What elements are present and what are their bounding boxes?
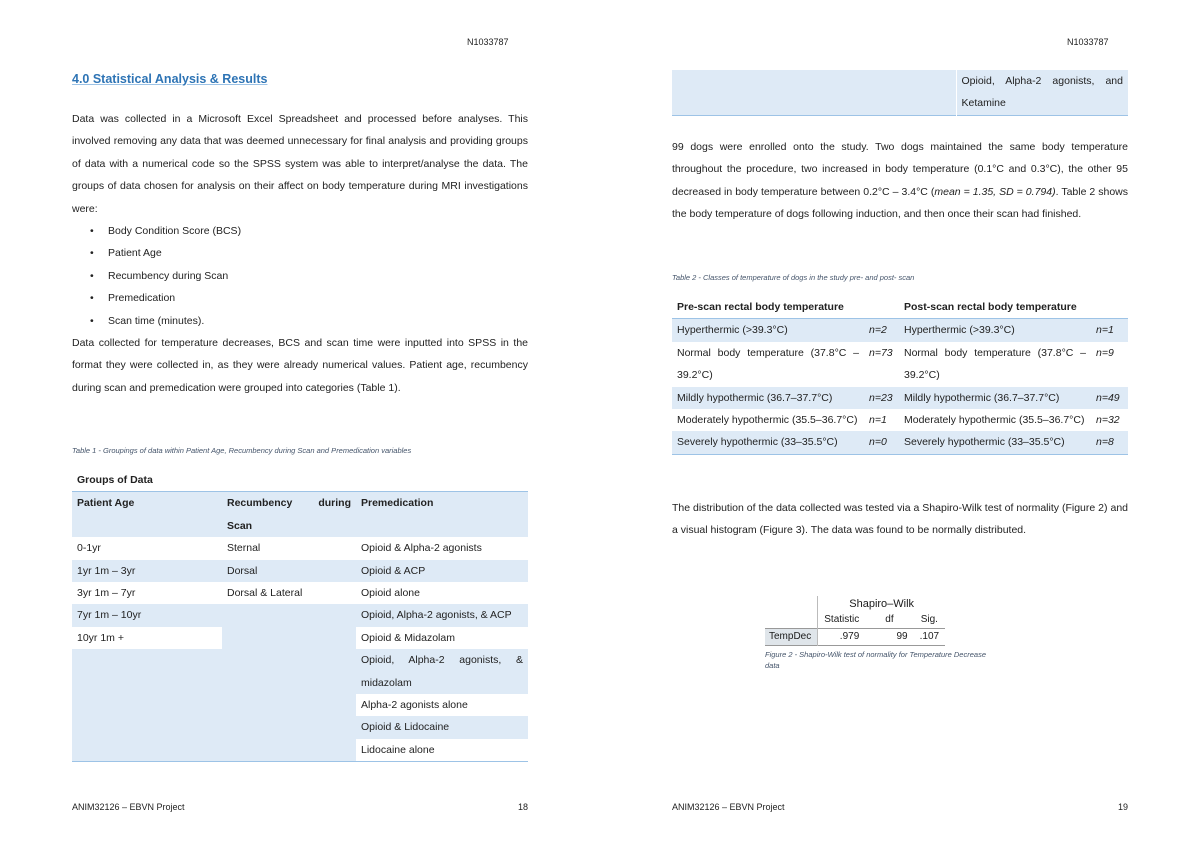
results-stats: mean = 1.35, SD = 0.794): [934, 185, 1056, 198]
table-cell: Opioid & ACP: [361, 564, 426, 577]
table-cell: Normal body temperature (37.8°C – 39.2°C): [904, 346, 1086, 382]
table-title: Groups of Data: [77, 474, 153, 486]
intro-paragraph: Data was collected in a Microsoft Excel Spreadsheet and processed before analyses. This involved removing any data that was deemed unnecessary for final analysis and providing groups of data with a numerical code so the SPSS system was able to interpret/analyse the data. The groups of data chosen for analysis on their affect on body temperature during MRI investigations were:: [72, 113, 528, 215]
table-cell: Opioid, Alpha-2 agonists, & ACP: [356, 604, 528, 626]
table-cell-count: n=8: [1096, 436, 1114, 449]
table-cell: Sternal: [227, 542, 261, 555]
list-item: • Recumbency during Scan: [90, 265, 528, 287]
table-cell: 1yr 1m – 3yr: [77, 564, 136, 577]
page-footer: [672, 802, 1128, 812]
table-cell: Opioid alone: [361, 587, 420, 600]
table-cell-count: n=2: [869, 324, 887, 337]
list-item: • Premedication: [90, 287, 528, 309]
spss-blank: [765, 596, 818, 612]
col-header-pre: Pre-scan rectal body temperature: [677, 301, 844, 313]
page-footer: [72, 802, 528, 812]
table-cell: Opioid, Alpha-2 agonists, & midazolam: [356, 649, 528, 694]
variable-list: [72, 220, 528, 332]
table-cell-count: n=49: [1096, 391, 1120, 404]
table-cell: Alpha-2 agonists alone: [361, 699, 468, 712]
table-cell-empty: [672, 70, 956, 115]
table-cell: Mildly hypothermic (36.7–37.7°C): [677, 391, 833, 404]
header-student-id: N1033787: [1067, 37, 1109, 47]
table-cell: Dorsal: [227, 564, 258, 577]
spss-group-header: Shapiro–Wilk: [849, 598, 915, 610]
body-text: [672, 497, 1128, 542]
col-header-recumbency: Recumbency during Scan: [227, 497, 351, 532]
table-cell-empty: [72, 649, 356, 762]
table-cell-count: n=1: [1096, 324, 1114, 337]
table-cell-count: n=23: [869, 391, 893, 404]
results-text: 99 dogs were enrolled onto the study. Two dogs maintained the same body temperature throughout the procedure, two increased in body temperature (0.1°C and 0.3°C), the other 95 decreased in body temperature between 0.2°C – 3.4°C (: [672, 141, 1128, 198]
list-item: • Body Condition Score (BCS): [90, 220, 528, 242]
figure2-caption: Figure 2 - Shapiro-Wilk test of normality for Temperature Decrease data: [765, 650, 986, 670]
table-cell-count: n=32: [1096, 414, 1120, 427]
table-cell: Opioid & Midazolam: [361, 631, 455, 644]
table-cell: Mildly hypothermic (36.7–37.7°C): [904, 391, 1060, 404]
temperature-table: [672, 296, 1128, 455]
list-item: • Patient Age: [90, 242, 528, 264]
table1-caption: Table 1 - Groupings of data within Patient Age, Recumbency during Scan and Premedication variables: [72, 446, 412, 455]
section-heading: 4.0 Statistical Analysis & Results: [72, 72, 268, 86]
table-cell: Severely hypothermic (33–35.5°C): [677, 436, 838, 449]
table-cell: 3yr 1m – 7yr: [77, 587, 136, 600]
results-paragraph: [672, 136, 1128, 226]
header-student-id: N1033787: [467, 37, 509, 47]
groups-table: [72, 469, 528, 762]
table-cell: Normal body temperature (37.8°C – 39.2°C): [677, 346, 859, 382]
table-cell-count: n=73: [869, 346, 893, 359]
spss-value: 99: [896, 631, 908, 642]
body-text: [672, 136, 1128, 226]
table-cell: Opioid & Alpha-2 agonists: [361, 542, 482, 555]
table2-caption: Table 2 - Classes of temperature of dogs in the study pre- and post- scan: [672, 273, 915, 282]
spss-blank: [765, 612, 818, 629]
table-cell-count: n=9: [1096, 346, 1114, 359]
normality-paragraph: The distribution of the data collected was tested via a Shapiro-Wilk test of normality (Figure 2) and a visual histogram (Figure 3). The data was found to be normally distributed.: [672, 502, 1128, 537]
col-header-age: Patient Age: [77, 497, 135, 510]
footer-course: ANIM32126 – EBVN Project: [72, 802, 185, 812]
list-item: • Scan time (minutes).: [90, 310, 528, 332]
table-cell: Opioid & Lidocaine: [356, 716, 528, 738]
spss-col-sig: Sig.: [914, 612, 945, 629]
table-continuation: [672, 70, 1128, 116]
table-cell: Moderately hypothermic (35.5–36.7°C): [904, 414, 1085, 427]
body-text: [72, 108, 528, 399]
table-cell: 0-1yr: [77, 542, 101, 555]
spss-output-table: [765, 596, 995, 671]
spss-row-label: TempDec: [765, 629, 818, 646]
page-19: [600, 0, 1200, 849]
spss-col-statistic: Statistic: [818, 612, 866, 629]
spss-value: .107: [919, 631, 940, 642]
table-cell: Hyperthermic (>39.3°C): [904, 324, 1015, 337]
table-cell: Lidocaine alone: [356, 739, 528, 762]
table-cell: Dorsal & Lateral: [227, 587, 303, 600]
method-paragraph: Data collected for temperature decreases, BCS and scan time were inputted into SPSS in the format they were collected in, as they were already numerical values. Patient age, recumbency during scan and premedication were grouped into categories (Table 1).: [72, 337, 528, 394]
footer-course: ANIM32126 – EBVN Project: [672, 802, 785, 812]
table-cell-count: n=0: [869, 436, 887, 449]
spss-value: .979: [839, 631, 860, 642]
table-cell: Hyperthermic (>39.3°C): [677, 324, 788, 337]
spss-col-df: df: [865, 612, 913, 629]
col-header-premedication: Premedication: [361, 497, 434, 510]
page-number: 18: [517, 802, 528, 812]
page-number: 19: [1117, 802, 1128, 812]
table-cell: Opioid, Alpha-2 agonists, and Ketamine: [956, 70, 1128, 115]
col-header-post: Post-scan rectal body temperature: [904, 301, 1077, 313]
results-text: . Table 2 shows the body temperature of dogs following induction, and then once their scan had finished.: [672, 185, 1129, 221]
table-cell: 10yr 1m +: [77, 631, 124, 644]
table-cell-count: n=1: [869, 414, 887, 427]
table-cell: Moderately hypothermic (35.5–36.7°C): [677, 414, 858, 427]
table-cell-empty: [222, 604, 356, 649]
table-cell: 7yr 1m – 10yr: [72, 604, 222, 626]
table-cell: Severely hypothermic (33–35.5°C): [904, 436, 1065, 449]
